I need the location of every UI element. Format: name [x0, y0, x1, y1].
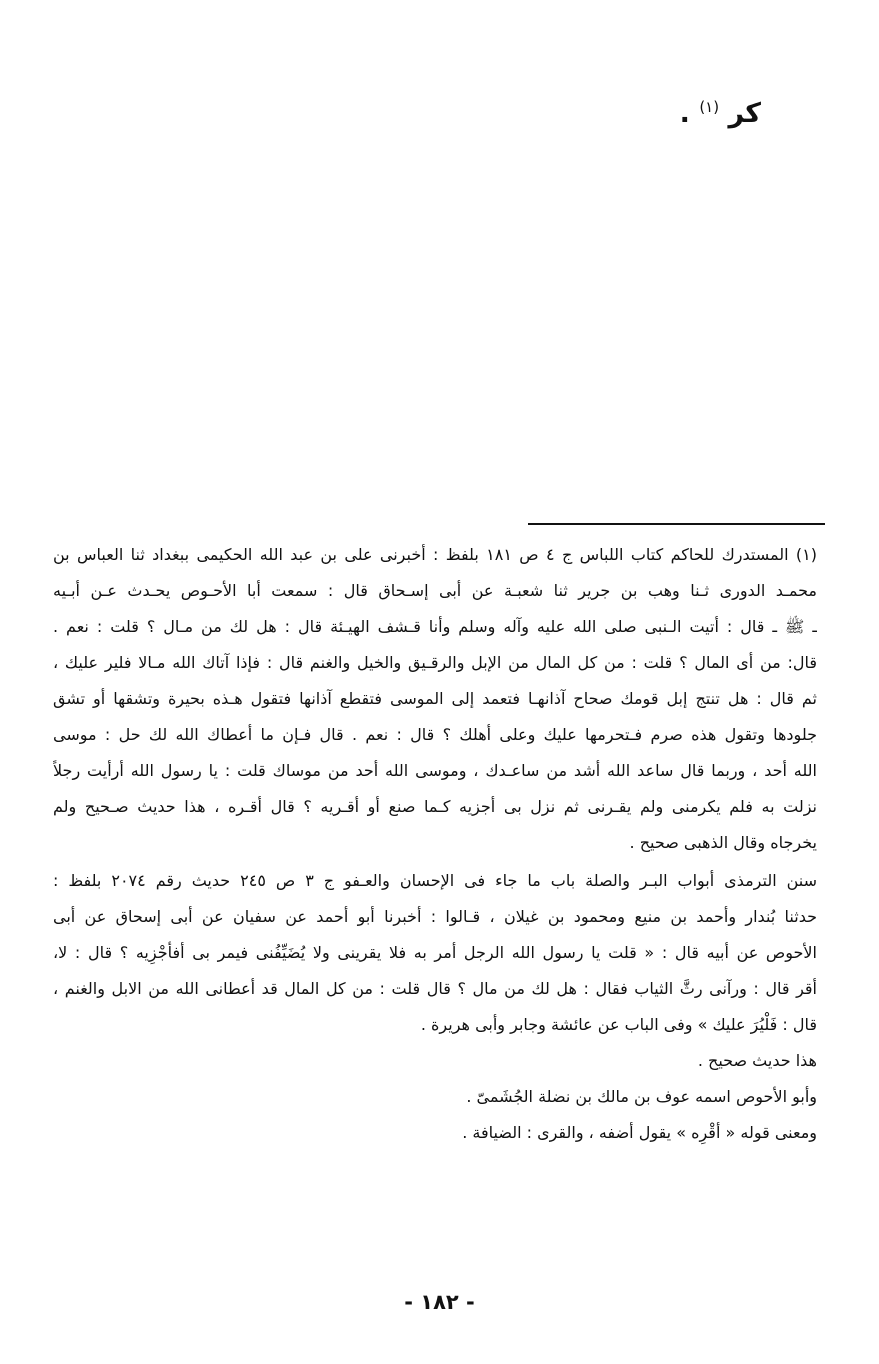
- footnote-line: محمـد الدورى ثـنا وهب بن جرير ثنا شعبـة عن أبى إسـحاق قال : سمعت أبا الأحـوص يحـدث عـن أبـيه: [53, 581, 817, 600]
- footnote-separator-rule: [528, 523, 825, 525]
- footnote-block: [53, 537, 817, 1151]
- footnote-line: وأبو الأحوص اسمه عوف بن مالك بن نضلة الجُشَمىّ .: [466, 1087, 817, 1106]
- footnote-line: سنن الترمذى أبواب البـر والصلة باب ما جاء فى الإحسان والعـفو ج ٣ ص ٢٤٥ حديث رقم ٢٠٧٤ بلفظ :: [53, 871, 817, 890]
- footnote-reference-mark: (١): [699, 98, 720, 116]
- footnote-line: ـ ﷺ ـ قال : أتيت الـنبى صلى الله عليه وآله وسلم وأنا قـشف الهيـئة قال : هل لك من مـال ؟ قلت : نعم .: [53, 617, 817, 636]
- footnote-line: (١) المستدرك للحاكم كتاب اللباس ج ٤ ص ١٨١ بلفظ : أخبرنى على بن عبد الله الحكيمى ببغداد ثنا العباس بن: [53, 545, 817, 564]
- top-period: .: [679, 98, 690, 129]
- footnote-line: هذا حديث صحيح .: [697, 1051, 817, 1070]
- footnote-line: يخرجاه وقال الذهبى صحيح .: [629, 833, 817, 852]
- text-fragment-top: [680, 98, 761, 129]
- footnote-line: أقر قال : ورآنى رثَّ الثياب فقال : هل لك من مال ؟ قال قلت : من كل المال قد أعطانى الله من الابل والغنم ،: [53, 979, 817, 998]
- page-number: - ١٨٢ -: [404, 1290, 475, 1314]
- footnote-line: جلودها وتقول هذه صرم فـتحرمها عليك وعلى أهلك ؟ قال : نعم . قال فـإن ما أعطاك الله لك حل : موسى: [53, 725, 817, 744]
- footnote-line: نزلت به فلم يكرمنى ولم يقـرنى ثم نزل بى أجزيه كـما صنع أو أقـريه ؟ قال أقـره ، هذا حديث صـحيح ولم: [53, 797, 817, 816]
- footnote-line: الأحوص عن أبيه قال : « قلت يا رسول الله الرجل أمر به فلا يقرينى ولا يُضَيِّفُنى فيمر بى أفأجْزِيه ؟ قال : لا،: [53, 943, 817, 962]
- footnote-line: الله أحد ، وربما قال ساعد الله أشد من ساعـدك ، وموسى الله أحد من موساك قلت : يا رسول الله أرأيت رجلاً: [53, 761, 817, 780]
- footnote-line: قال : فَلْيُرَ عليك » وفى الباب عن عائشة وجابر وأبى هريرة .: [420, 1015, 817, 1034]
- footnote-line: ثم قال : هل تنتج إبل قومك صحاح آذانهـا فتعمد إلى الموسى فتقطع آذانها فتقول هـذه بحيرة وتشقها أو تشق: [53, 689, 817, 708]
- top-word: كر: [728, 98, 761, 129]
- footnote-line: ومعنى قوله « أقْرِه » يقول أضفه ، والقرى : الضيافة .: [462, 1123, 817, 1142]
- footnote-line: قال: من أى المال ؟ قلت : من كل المال من الإبل والرقـيق والخيل والغنم قال : فإذا آتاك الله مـالا فلير عليك ،: [53, 653, 817, 672]
- footnote-line: حدثنا بُندار وأحمد بن منيع ومحمود بن غيلان ، قـالوا : أخبرنا أبو أحمد عن سفيان عن أبى إسحاق عن أبى: [53, 907, 817, 926]
